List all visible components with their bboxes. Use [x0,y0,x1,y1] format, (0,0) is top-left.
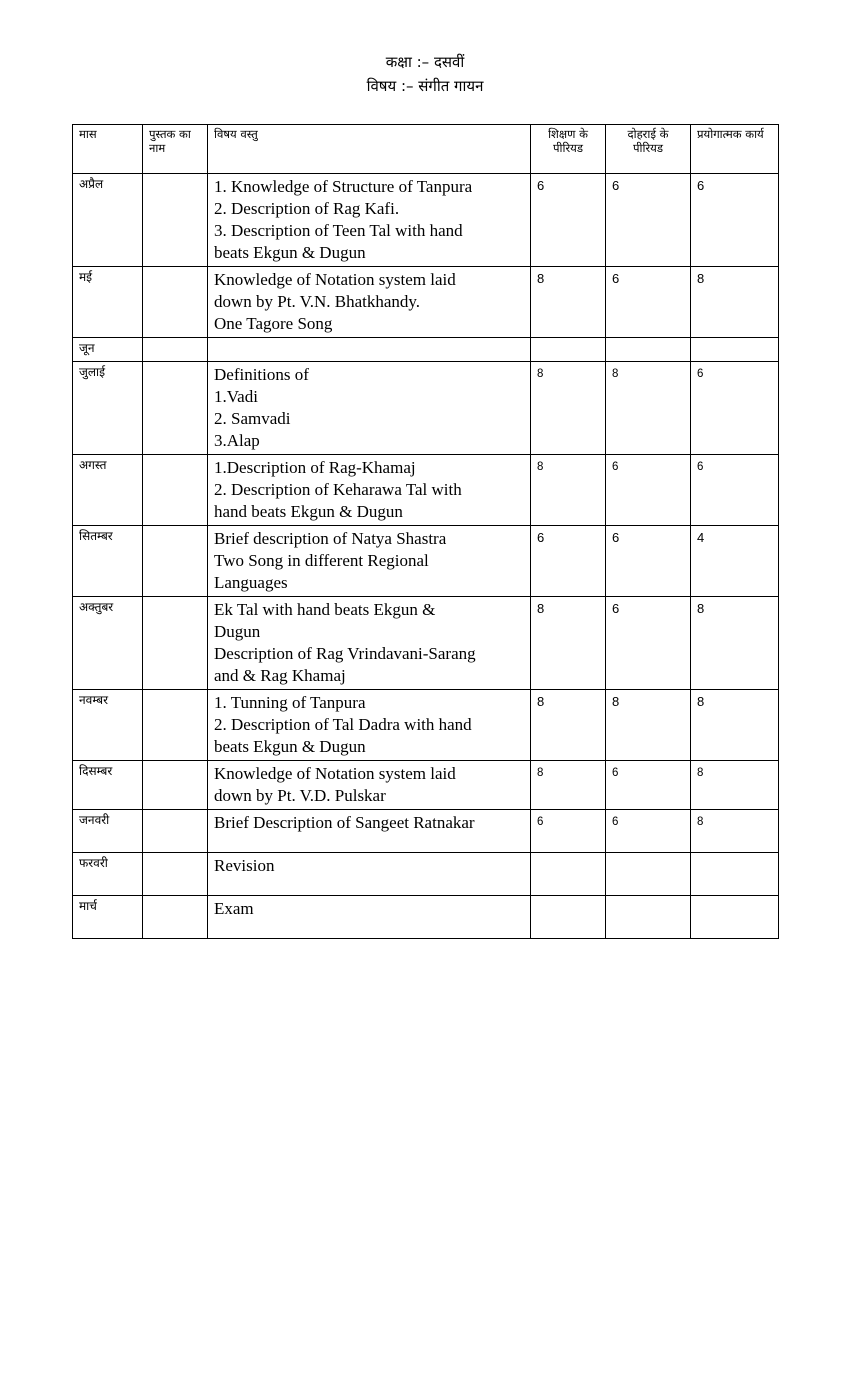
book-cell [143,267,208,338]
month-cell: अगस्त [73,455,143,526]
revision-periods-cell: 6 [606,267,691,338]
col-header-practical-work: प्रयोगात्मक कार्य [691,125,779,174]
teaching-periods-cell: 6 [531,526,606,597]
content-line: 2. Description of Tal Dadra with hand [214,715,472,734]
class-title: कक्षा :– दसवीं [385,53,465,71]
table-row [73,267,779,338]
content-line: Ek Tal with hand beats Ekgun & [214,600,436,619]
content-cell [208,896,531,939]
content-cell [208,597,531,690]
practical-work-cell [691,853,779,896]
practical-work-cell: 8 [691,597,779,690]
teaching-periods-cell: 6 [531,174,606,267]
month-cell: जुलाई [73,362,143,455]
content-cell [208,853,531,896]
practical-work-cell [691,338,779,362]
table-body [73,174,779,939]
content-line: beats Ekgun & Dugun [214,737,366,756]
syllabus-table [72,124,779,939]
content-line: 1. Knowledge of Structure of Tanpura [214,177,473,196]
content-cell [208,690,531,761]
col-header-content: विषय वस्तु [208,125,531,174]
col-header-book: पुस्तक का नाम [143,125,208,174]
book-cell [143,810,208,853]
table-row [73,761,779,810]
col-header-month: मास [73,125,143,174]
revision-periods-cell: 6 [606,455,691,526]
content-line: 3. Description of Teen Tal with hand [214,221,463,240]
content-line: 2. Description of Rag Kafi. [214,199,400,218]
revision-periods-cell [606,338,691,362]
book-cell [143,526,208,597]
content-line: Knowledge of Notation system laid [214,270,456,289]
table-row [73,690,779,761]
content-line: down by Pt. V.D. Pulskar [214,786,386,805]
content-cell [208,338,531,362]
teaching-periods-cell: 8 [531,690,606,761]
book-cell [143,761,208,810]
table-row [73,810,779,853]
practical-work-cell: 4 [691,526,779,597]
content-line: One Tagore Song [214,314,333,333]
month-cell: मार्च [73,896,143,939]
content-line: Brief description of Natya Shastra [214,529,447,548]
content-cell [208,526,531,597]
book-cell [143,455,208,526]
content-line: 2. Description of Keharawa Tal with [214,480,462,499]
practical-work-cell: 8 [691,267,779,338]
teaching-periods-cell: 8 [531,597,606,690]
table-row [73,896,779,939]
content-line: down by Pt. V.N. Bhatkhandy. [214,292,421,311]
practical-work-cell: 8 [691,690,779,761]
teaching-periods-cell: 8 [531,267,606,338]
revision-periods-cell: 6 [606,174,691,267]
month-cell: नवम्बर [73,690,143,761]
subject-title: विषय :– संगीत गायन [366,77,484,95]
table-row [73,597,779,690]
table-row [73,526,779,597]
table-row [73,455,779,526]
content-cell [208,761,531,810]
teaching-periods-cell [531,896,606,939]
revision-periods-cell: 8 [606,362,691,455]
content-line: 1.Vadi [214,387,258,406]
revision-periods-cell: 6 [606,597,691,690]
teaching-periods-cell [531,853,606,896]
practical-work-cell: 6 [691,362,779,455]
revision-periods-cell: 8 [606,690,691,761]
month-cell: अप्रैल [73,174,143,267]
content-cell [208,810,531,853]
content-line: Definitions of [214,365,309,384]
content-line: 1.Description of Rag-Khamaj [214,458,416,477]
book-cell [143,853,208,896]
practical-work-cell: 8 [691,810,779,853]
content-line: Languages [214,573,288,592]
content-cell [208,267,531,338]
content-line: 1. Tunning of Tanpura [214,693,366,712]
practical-work-cell: 6 [691,455,779,526]
table-row [73,853,779,896]
teaching-periods-cell: 8 [531,761,606,810]
content-line: Exam [214,899,254,918]
practical-work-cell: 8 [691,761,779,810]
revision-periods-cell: 6 [606,810,691,853]
book-cell [143,690,208,761]
content-cell [208,174,531,267]
teaching-periods-cell: 8 [531,362,606,455]
content-line: beats Ekgun & Dugun [214,243,366,262]
teaching-periods-cell [531,338,606,362]
table-row [73,362,779,455]
teaching-periods-cell: 6 [531,810,606,853]
document-header [0,50,850,98]
revision-periods-cell: 6 [606,526,691,597]
practical-work-cell [691,896,779,939]
revision-periods-cell: 6 [606,761,691,810]
book-cell [143,338,208,362]
book-cell [143,896,208,939]
table-header-row [73,125,779,174]
content-cell [208,362,531,455]
month-cell: फरवरी [73,853,143,896]
content-line: 2. Samvadi [214,409,291,428]
content-line: Dugun [214,622,261,641]
revision-periods-cell [606,853,691,896]
content-line: hand beats Ekgun & Dugun [214,502,403,521]
col-header-revision-periods: दोहराई के पीरियड [606,125,691,174]
content-line: Two Song in different Regional [214,551,429,570]
content-line: Knowledge of Notation system laid [214,764,456,783]
month-cell: मई [73,267,143,338]
month-cell: सितम्बर [73,526,143,597]
teaching-periods-cell: 8 [531,455,606,526]
book-cell [143,174,208,267]
content-line: Brief Description of Sangeet Ratnakar [214,813,475,832]
col-header-teaching-periods: शिक्षण के पीरियड [531,125,606,174]
month-cell: जनवरी [73,810,143,853]
month-cell: दिसम्बर [73,761,143,810]
month-cell: अक्तुबर [73,597,143,690]
content-line: Revision [214,856,275,875]
table-row [73,338,779,362]
book-cell [143,597,208,690]
content-line: and & Rag Khamaj [214,666,346,685]
content-line: Description of Rag Vrindavani-Sarang [214,644,476,663]
content-line: 3.Alap [214,431,260,450]
table-row [73,174,779,267]
revision-periods-cell [606,896,691,939]
practical-work-cell: 6 [691,174,779,267]
content-cell [208,455,531,526]
book-cell [143,362,208,455]
month-cell: जून [73,338,143,362]
